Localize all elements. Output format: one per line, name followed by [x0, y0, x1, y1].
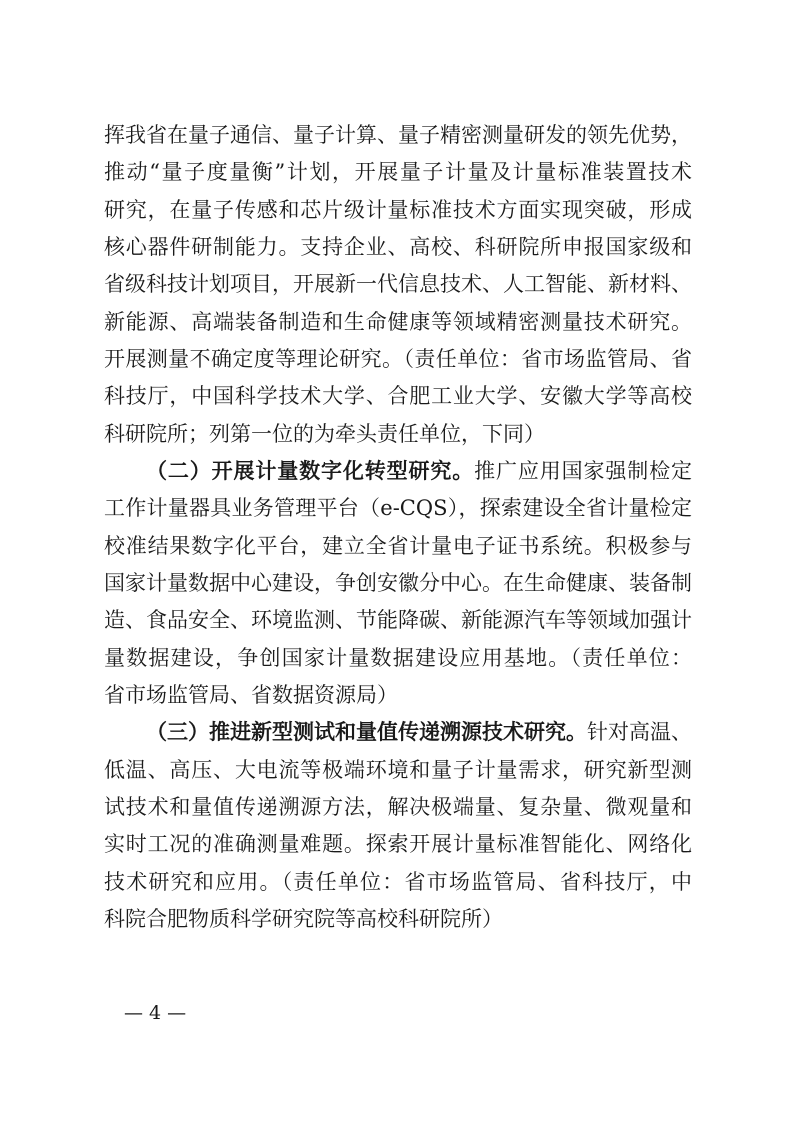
text-line: 国家计量数据中心建设，争创安徽分中心。在生命健康、装备制	[104, 570, 692, 595]
section-2-first-line	[104, 453, 692, 490]
text-line: 工作计量器具业务管理平台（e-CQS），探索建设全省计量检定	[104, 496, 692, 521]
text-line: 科研院所；列第一位的为牵头责任单位，下同）	[104, 421, 545, 446]
section-3-first-rest: 针对高温、	[587, 720, 692, 745]
text-line: 试技术和量值传递溯源方法，解决极端量、复杂量、微观量和	[104, 794, 692, 819]
text-line: 低温、高压、大电流等极端环境和量子计量需求，研究新型测	[104, 757, 692, 782]
text-line: 造、食品安全、环境监测、节能降碳、新能源汽车等领域加强计	[104, 608, 692, 633]
text-line: 挥我省在量子通信、量子计算、量子精密测量研发的领先优势，	[104, 123, 692, 147]
text-line: 省级科技计划项目，开展新一代信息技术、人工智能、新材料、	[104, 272, 692, 297]
text-line: 开展测量不确定度等理论研究。（责任单位：省市场监管局、省	[104, 346, 692, 371]
text-line: 校准结果数字化平台，建立全省计量电子证书系统。积极参与	[104, 533, 692, 558]
text-line: 实时工况的准确测量难题。探索开展计量标准智能化、网络化	[104, 832, 692, 857]
text-line: 科技厅，中国科学技术大学、合肥工业大学、安徽大学等高校	[104, 384, 692, 409]
text-line: 研究，在量子传感和芯片级计量标准技术方面实现突破，形成	[104, 197, 692, 222]
page-number: — 4 —	[124, 1002, 187, 1024]
text-line: 量数据建设，争创国家计量数据建设应用基地。（责任单位：	[104, 645, 692, 670]
text-line: 推动“量子度量衡”计划，开展量子计量及计量标准装置技术	[104, 160, 692, 185]
text-line: 核心器件研制能力。支持企业、高校、科研院所申报国家级和	[104, 234, 692, 259]
text-line: 科院合肥物质科学研究院等高校科研院所）	[104, 906, 503, 931]
section-2-heading: （二）开展计量数字化转型研究。	[146, 458, 475, 483]
text-line: 技术研究和应用。（责任单位：省市场监管局、省科技厅，中	[104, 869, 692, 894]
section-3-first-line	[104, 714, 692, 751]
document-body	[104, 117, 692, 938]
section-3-heading: （三）推进新型测试和量值传递溯源技术研究。	[146, 720, 587, 745]
text-line: 省市场监管局、省数据资源局）	[104, 682, 398, 707]
text-line: 新能源、高端装备制造和生命健康等领域精密测量技术研究。	[104, 309, 692, 334]
section-2-first-rest: 推广应用国家强制检定	[474, 458, 692, 483]
